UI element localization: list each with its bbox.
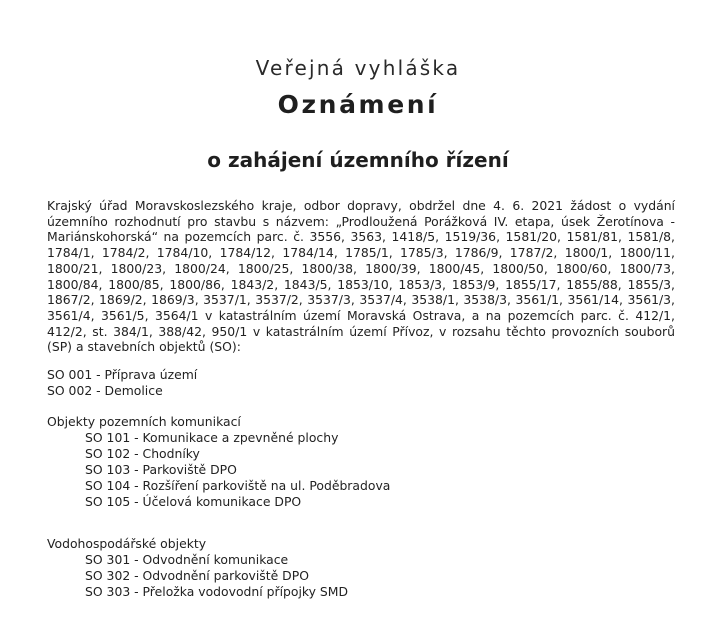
document-subtitle: o zahájení územního řízení bbox=[207, 148, 509, 172]
list-item: SO 101 - Komunikace a zpevněné plochy bbox=[85, 429, 339, 445]
list-item: SO 301 - Odvodnění komunikace bbox=[85, 551, 289, 567]
water-objects-section bbox=[47, 536, 607, 600]
list-item: SO 103 - Parkoviště DPO bbox=[85, 461, 237, 477]
intro-paragraph: Krajský úřad Moravskoslezského kraje, odbor dopravy, obdržel dne 4. 6. 2021 žádost o vydání územního rozhodnutí pro stavbu s názvem: „Prodloužená Porážková IV. etapa, úsek Žerotínova - Mariánskohorská“ na pozemcích parc. č. 3556, 3563, 1418/5, 1519/36, 1581/20, 1581/81, 1581/8, 1784/1, 1784/2, 1784/10, 1784/12, 1784/14, 1785/1, 1785/3, 1786/9, 1787/2, 1800/1, 1800/11, 1800/21, 1800/23, 1800/24, 1800/25, 1800/38, 1800/39, 1800/45, 1800/50, 1800/60, 1800/73, 1800/84, 1800/85, 1800/86, 1843/2, 1843/5, 1853/10, 1853/3, 1853/9, 1855/17, 1855/88, 1855/3, 1867/2, 1869/2, 1869/3, 3537/1, 3537/2, 3537/3, 3537/4, 3538/1, 3538/3, 3561/1, 3561/14, 3561/3, 3561/4, 3561/5, 3564/1 v katastrálním území Moravská Ostrava, a na pozemcích parc. č. 412/1, 412/2, st. 384/1, 388/42, 950/1 v katastrálním území Přívoz, v rozsahu těchto provozních souborů (SP) a stavebních objektů (SO): bbox=[47, 198, 679, 355]
list-item: SO 001 - Příprava území bbox=[47, 367, 198, 382]
document-title: Oznámení bbox=[277, 90, 439, 119]
document-kicker: Veřejná vyhláška bbox=[255, 56, 461, 80]
section-heading: Vodohospodářské objekty bbox=[47, 536, 207, 551]
section-heading: Objekty pozemních komunikací bbox=[47, 414, 241, 429]
road-objects-section bbox=[47, 414, 607, 509]
list-item: SO 102 - Chodníky bbox=[85, 445, 200, 461]
list-item: SO 104 - Rozšíření parkoviště na ul. Poděbradova bbox=[85, 477, 391, 493]
list-item: SO 302 - Odvodnění parkoviště DPO bbox=[85, 567, 309, 583]
list-item: SO 002 - Demolice bbox=[47, 382, 163, 398]
list-item: SO 105 - Účelová komunikace DPO bbox=[85, 493, 302, 509]
list-item: SO 303 - Přeložka vodovodní přípojky SMD bbox=[85, 583, 349, 599]
general-objects-list bbox=[47, 367, 607, 399]
